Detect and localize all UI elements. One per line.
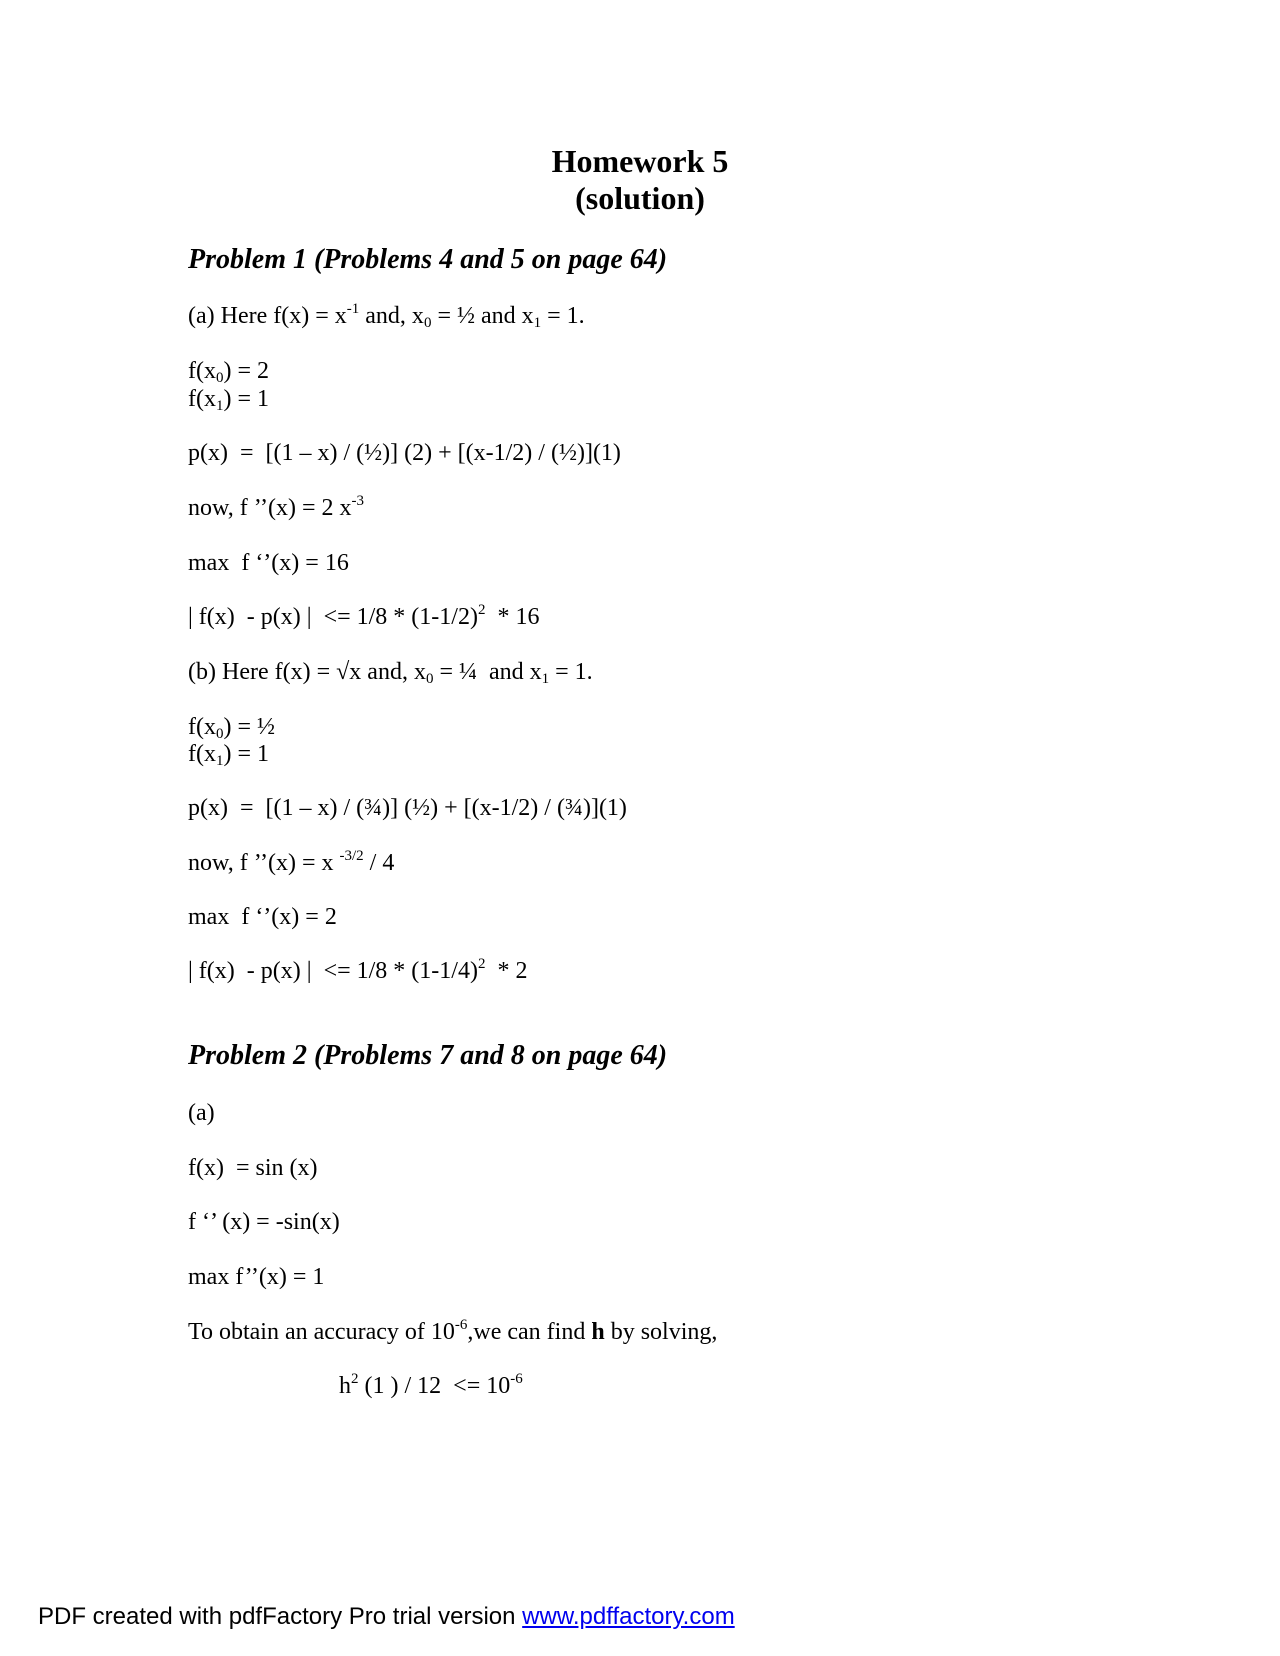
text-run: / 4: [363, 850, 395, 876]
superscript: -3/2: [339, 848, 364, 864]
problem-1a-error-bound: [188, 602, 540, 630]
subscript: 1: [215, 753, 224, 769]
text-run: = 1.: [549, 659, 593, 685]
text-run: ) = 2: [223, 358, 270, 384]
superscript: 2: [477, 956, 486, 972]
problem-2a-inequality: [339, 1371, 523, 1399]
superscript: 2: [351, 1371, 359, 1387]
pdf-footer: [38, 1605, 735, 1629]
text-run: ) = ½: [223, 714, 276, 740]
text-run: (b) Here f(x) = √x and, x: [188, 659, 426, 685]
text-run: ) = 1: [223, 741, 270, 767]
problem-2-heading: Problem 2 (Problems 7 and 8 on page 64): [188, 1040, 668, 1071]
problem-2a-accuracy-text: [188, 1317, 718, 1345]
problem-1a-second-derivative: [188, 493, 364, 521]
text-run: ) = 1: [223, 386, 270, 412]
subscript: 1: [215, 398, 224, 414]
superscript: -6: [510, 1371, 523, 1387]
text-run: = ½ and x: [431, 303, 534, 329]
problem-1b-fx0: [188, 714, 276, 742]
problem-1a-interpolant: p(x) = [(1 – x) / (½)] (2) + [(x-1/2) / (½)](1): [188, 440, 621, 466]
superscript: -6: [454, 1317, 468, 1333]
problem-1b-max: max f ‘’(x) = 2: [188, 904, 337, 930]
text-run: now, f ’’(x) = 2 x: [188, 495, 352, 521]
text-run: (1 ) / 12 <= 10: [358, 1373, 511, 1399]
text-run: f(x: [188, 358, 216, 384]
document-title: Homework 5: [551, 143, 729, 179]
problem-1-heading: Problem 1 (Problems 4 and 5 on page 64): [188, 244, 668, 275]
text-run: * 16: [485, 604, 540, 630]
subscript: 0: [425, 671, 434, 687]
superscript: -3: [351, 493, 364, 509]
problem-1a-fx1: [188, 386, 270, 414]
subscript: 0: [215, 726, 224, 742]
text-run: (a) Here f(x) = x: [188, 303, 347, 329]
text-run: | f(x) - p(x) | <= 1/8 * (1-1/2): [188, 604, 478, 630]
problem-2a-second-derivative: f ‘’ (x) = -sin(x): [188, 1209, 340, 1235]
subscript: 0: [423, 315, 432, 331]
problem-2a-max: max f’’(x) = 1: [188, 1264, 325, 1290]
problem-2a-label: (a): [188, 1100, 215, 1126]
pdffactory-link[interactable]: www.pdffactory.com: [522, 1603, 735, 1630]
text-run: To obtain an accuracy of 10: [188, 1319, 455, 1345]
text-run: ,we can find: [467, 1319, 592, 1345]
problem-1b-error-bound: [188, 956, 528, 984]
text-run: now, f ’’(x) = x: [188, 850, 340, 876]
text-run: h: [339, 1373, 351, 1399]
problem-1b-fx1: [188, 741, 270, 769]
superscript: -1: [346, 301, 360, 317]
bold-variable: h: [591, 1319, 605, 1345]
problem-1a-max: max f ‘’(x) = 16: [188, 550, 349, 576]
text-run: * 2: [485, 958, 528, 984]
problem-2a-function: f(x) = sin (x): [188, 1155, 318, 1181]
text-run: | f(x) - p(x) | <= 1/8 * (1-1/4): [188, 958, 478, 984]
text-run: = 1.: [541, 303, 585, 329]
problem-1b-second-derivative: [188, 848, 395, 876]
subscript: 1: [541, 671, 550, 687]
document-subtitle: (solution): [575, 180, 705, 216]
superscript: 2: [477, 602, 486, 618]
problem-1b-interpolant: p(x) = [(1 – x) / (¾)] (½) + [(x-1/2) / (¾)](1): [188, 795, 627, 821]
text-run: f(x: [188, 741, 216, 767]
subscript: 1: [533, 315, 542, 331]
subscript: 0: [215, 370, 224, 386]
problem-1a-fx0: [188, 358, 270, 386]
text-run: and, x: [359, 303, 424, 329]
text-run: f(x: [188, 386, 216, 412]
problem-1b-intro: [188, 659, 593, 687]
problem-1a-intro: [188, 301, 585, 331]
text-run: f(x: [188, 714, 216, 740]
text-run: = ¼ and x: [433, 659, 542, 685]
text-run: by solving,: [604, 1319, 718, 1345]
footer-text: PDF created with pdfFactory Pro trial version: [38, 1603, 523, 1630]
